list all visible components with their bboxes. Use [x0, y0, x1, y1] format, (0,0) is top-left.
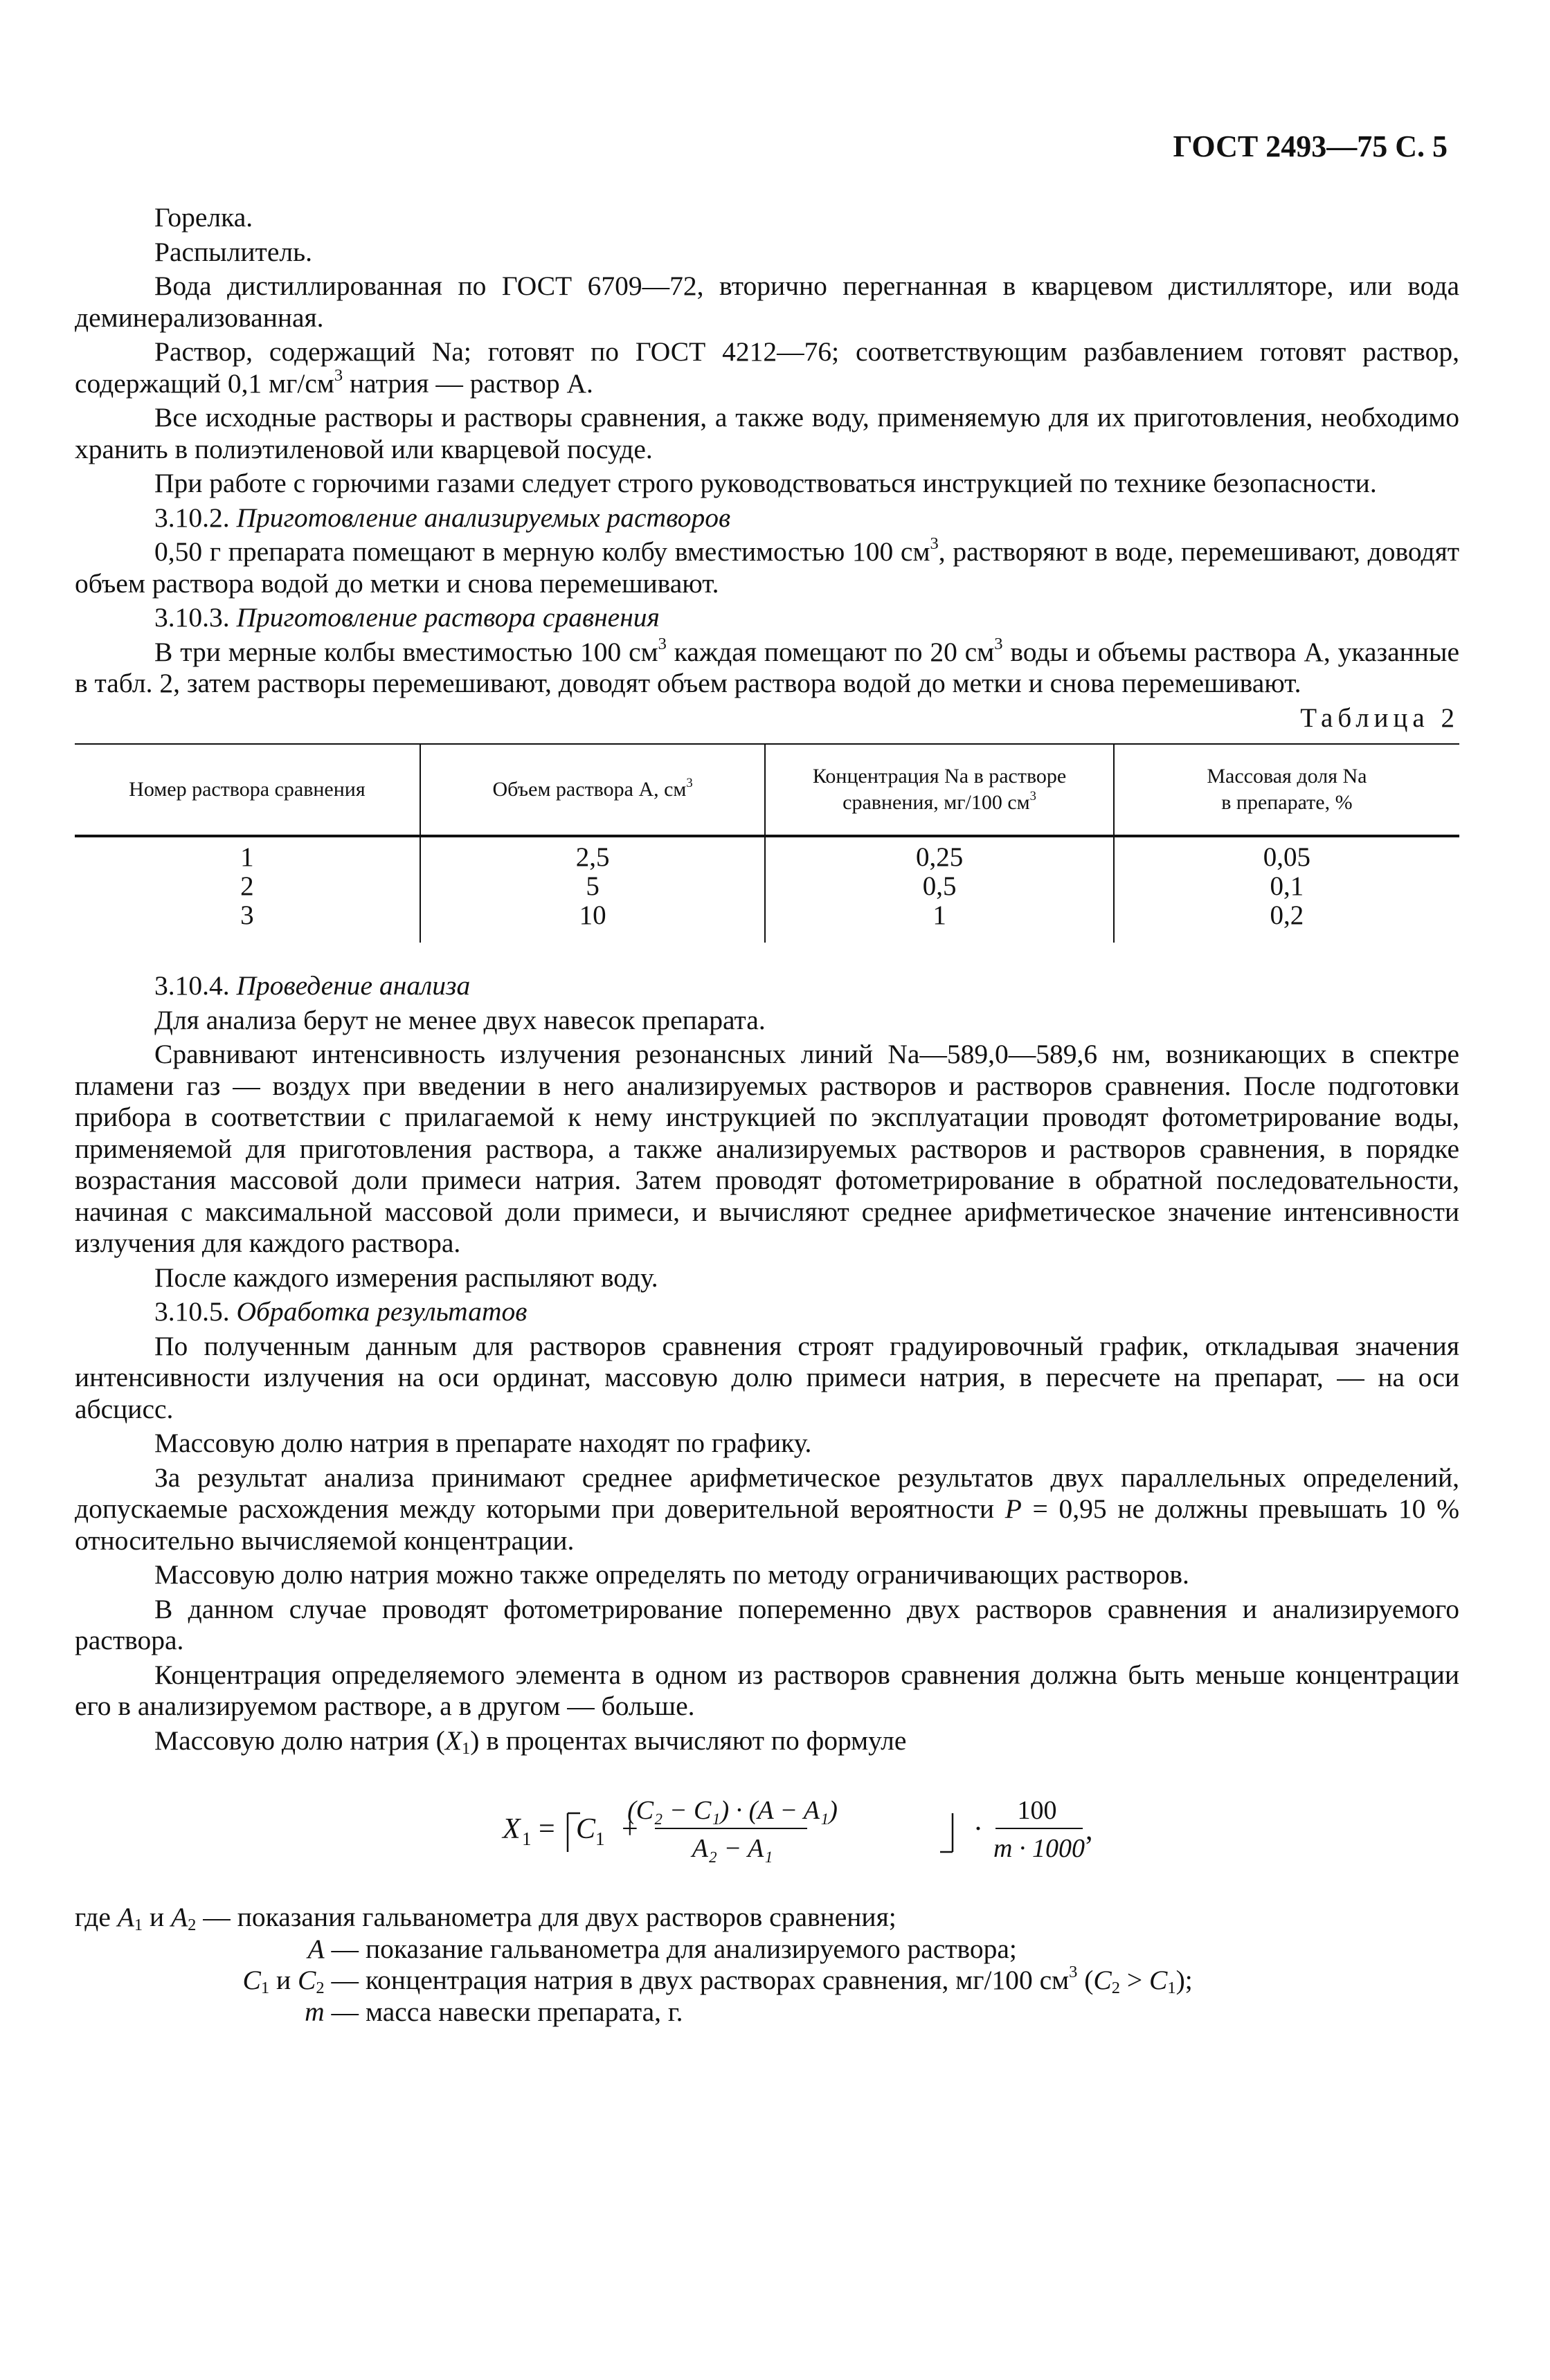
- text-span: C: [298, 1965, 316, 1995]
- superscript: 3: [1029, 788, 1036, 803]
- paragraph: При работе с горючими газами следует строго руководствоваться инструкцией по технике безопасности.: [154, 468, 1377, 498]
- paragraph: Массовую долю натрия можно также определять по методу ограничивающих растворов.: [154, 1559, 1189, 1590]
- subscript: 2: [1111, 1979, 1121, 1998]
- text-span: В три мерные колбы вместимостью 100 см: [154, 636, 658, 667]
- table-cell: 5: [420, 872, 765, 901]
- text-span: где: [75, 1902, 118, 1932]
- text-span: , растворяют в воде, перемешивают, доводят объем раствора водой до метки и снова перемешивают.: [75, 536, 1460, 599]
- section-number: 3.10.4.: [154, 970, 237, 1001]
- legend-row: [75, 1997, 1459, 2028]
- paragraph: После каждого измерения распыляют воду.: [154, 1262, 658, 1293]
- table-cell: 0,1: [1114, 872, 1459, 901]
- formula-dot: ·: [973, 1813, 983, 1845]
- header-cell: [765, 744, 1114, 836]
- page-header: ГОСТ 2493—75 С. 5: [1173, 129, 1448, 163]
- variable-x: X: [444, 1725, 462, 1756]
- paragraph: Массовую долю натрия в препарате находят по графику.: [154, 1428, 812, 1458]
- section-number: 3.10.2.: [154, 502, 237, 533]
- text-span: >: [1120, 1965, 1150, 1995]
- legend-where: [75, 1902, 1459, 2028]
- paragraph: Для анализа берут не менее двух навесок препарата.: [154, 1004, 766, 1035]
- superscript: 3: [334, 365, 343, 385]
- paragraph: [75, 536, 1459, 599]
- table-cell: 0,25: [765, 836, 1114, 872]
- formula-x1: [75, 1770, 1459, 1888]
- text-span: );: [1175, 1965, 1193, 1995]
- table-cell: 0,2: [1114, 901, 1459, 943]
- paragraph: Горелка.: [154, 202, 253, 233]
- text-span: ) в процентах вычисляют по формуле: [470, 1725, 907, 1756]
- legend-term: [75, 1997, 366, 2028]
- paragraph: Сравнивают интенсивность излучения резонансных линий Na—589,0—589,6 нм, возникающих в спектре пламени газ — воздух при введении в него анализируемых растворов и растворов сравнения. После подготовки прибора в соответствии с прилагаемой к нему инструкцией по эксплуатации проводят фотометрирование воды, применяемой для приготовления раствора, а также анализируемых растворов и растворов сравнения, в порядке возрастания массовой доли примеси натрия. Затем проводят фотометрирование в обратной последовательности, начиная с максимальной массовой доли примеси, и вычисляют среднее арифметическое значение интенсивности излучения для каждого раствора.: [75, 1039, 1459, 1258]
- text-span: сравнения, мг/100 см: [842, 791, 1030, 814]
- text-span: и: [269, 1965, 298, 1995]
- text-span: каждая помещают по 20 см: [666, 636, 995, 667]
- paragraph: Все исходные растворы и растворы сравнения, а также воду, применяемую для их приготовления, необходимо хранить в полиэтиленовой или кварцевой посуде.: [75, 402, 1459, 464]
- legend-definition: масса навески препарата, г.: [366, 1996, 683, 2027]
- paragraph: [75, 1725, 1459, 1757]
- text-span: Раствор, содержащий Na; готовят по ГОСТ 4212—76; соответствующим разбавлением готовят раствор, содержащий 0,1 мг/см: [75, 336, 1459, 399]
- formula-c1: C: [576, 1813, 596, 1845]
- right-bracket-icon: [940, 1813, 953, 1852]
- paragraph: [75, 1462, 1459, 1557]
- section-number: 3.10.5.: [154, 1296, 237, 1327]
- formula-graphic: [75, 1770, 1459, 1888]
- formula-lhs-x: X: [503, 1813, 521, 1845]
- paragraph: Распылитель.: [154, 236, 312, 267]
- subscript: 1: [134, 1916, 143, 1935]
- superscript: 3: [1069, 1962, 1078, 1981]
- header-cell: [1114, 744, 1459, 836]
- text-span: m: [305, 1996, 325, 2027]
- paragraph: Концентрация определяемого элемента в одном из растворов сравнения должна быть меньше концентрации его в анализируемом растворе, а в другом — больше.: [75, 1659, 1459, 1721]
- paragraph: Вода дистиллированная по ГОСТ 6709—72, вторично перегнанная в кварцевом дистилляторе, или вода деминерализованная.: [75, 271, 1459, 333]
- subscript: 2: [316, 1979, 325, 1998]
- header-cell: Номер раствора сравнения: [75, 744, 420, 836]
- text-span: C: [1149, 1965, 1168, 1995]
- text-span: = 0,95 не должны превышать 10 % относительно вычисляемой концентрации.: [75, 1493, 1460, 1556]
- table-cell: 0,05: [1114, 836, 1459, 872]
- text-span: натрия — раствор А.: [343, 367, 593, 399]
- superscript: 3: [658, 634, 667, 653]
- legend-definition: показание гальванометра для анализируемого раствора;: [366, 1933, 1017, 1964]
- table-cell: 2: [240, 871, 254, 901]
- text-span: Концентрация Na в растворе: [812, 765, 1067, 788]
- formula-lhs-sub: 1: [522, 1828, 532, 1849]
- legend-definition: показания гальванометра для двух растворов сравнения;: [237, 1902, 896, 1932]
- table-caption: Таблица 2: [1300, 702, 1459, 733]
- text-span: 0,50 г препарата помещают в мерную колбу вместимостью 100 см: [154, 536, 930, 567]
- legend-definition: [366, 1962, 1459, 1998]
- legend-term: [75, 1965, 366, 1997]
- section-heading-3-10-4: [75, 970, 1459, 1002]
- superscript: 3: [930, 534, 939, 553]
- table-cell: 0,5: [765, 872, 1114, 901]
- formula-c1-sub: 1: [595, 1828, 605, 1849]
- section-title: Приготовление раствора сравнения: [236, 602, 660, 633]
- subscript: 1: [1167, 1979, 1176, 1998]
- text-span: A: [307, 1933, 325, 1964]
- section-heading-3-10-2: [75, 502, 1459, 534]
- formula-numerator: (C₂ − C₁) · (A − A₁): [627, 1796, 838, 1825]
- text-span: —: [196, 1902, 231, 1932]
- table-cell: 1: [240, 842, 254, 872]
- table-cell: 2,5: [420, 836, 765, 872]
- subscript: 1: [461, 1738, 471, 1758]
- section-heading-3-10-5: [75, 1296, 1459, 1328]
- legend-row: [75, 1934, 1459, 1965]
- text-span: A: [117, 1902, 134, 1932]
- table-cell: 3: [240, 900, 254, 930]
- legend-term: [75, 1902, 237, 1934]
- legend-row: [75, 1902, 1459, 1934]
- section-title: Обработка результатов: [236, 1296, 528, 1327]
- text-span: —: [324, 1965, 359, 1995]
- section-number: 3.10.3.: [154, 602, 237, 633]
- paragraph: [75, 336, 1459, 399]
- text-span: и: [143, 1902, 172, 1932]
- text-span: Массовая доля Na: [1207, 765, 1367, 788]
- text-span: C: [1093, 1965, 1112, 1995]
- variable-p: P: [1004, 1493, 1022, 1524]
- text-span: в препарате, %: [1221, 791, 1353, 814]
- paragraph: В данном случае проводят фотометрирование попеременно двух растворов сравнения и анализируемого раствора.: [75, 1593, 1459, 1655]
- table-cell: 10: [420, 901, 765, 943]
- text-span: Объем раствора А, см: [492, 778, 687, 801]
- text-span: За результат анализа принимают среднее арифметическое результатов двух параллельных определений, допускаемые расхождения между которыми при доверительной вероятности: [75, 1462, 1459, 1524]
- text-span: C: [242, 1965, 261, 1995]
- formula-denominator-2: m · 1000: [993, 1834, 1085, 1863]
- section-title: Проведение анализа: [236, 970, 471, 1001]
- table-row: [75, 872, 1459, 901]
- table-row: [75, 901, 1459, 943]
- legend-term: [75, 1934, 366, 1965]
- legend-row: [75, 1962, 1459, 1998]
- section-heading-3-10-3: [75, 602, 1459, 634]
- text-span: —: [324, 1996, 359, 2027]
- text-span: (: [1077, 1965, 1094, 1995]
- superscript: 3: [686, 775, 693, 790]
- text-span: воды и объемы раствора А, указанные в табл. 2, затем растворы перемешивают, доводят объем раствора водой до метки и снова перемешивают.: [75, 636, 1460, 698]
- text-span: —: [324, 1933, 359, 1964]
- formula-comma: ,: [1085, 1815, 1093, 1846]
- subscript: 2: [188, 1916, 197, 1935]
- formula-plus: +: [622, 1813, 638, 1845]
- table-2: [75, 743, 1459, 943]
- table-header-row: [75, 744, 1459, 836]
- text-span: концентрация натрия в двух растворах сравнения, мг/100 см: [366, 1965, 1070, 1995]
- formula-denominator: A₂ − A₁: [692, 1834, 773, 1863]
- formula-numerator-2: 100: [1017, 1796, 1057, 1825]
- body-text: [75, 202, 1459, 2028]
- text-span: A: [171, 1902, 188, 1932]
- table-cell: 1: [765, 901, 1114, 943]
- table-row: [75, 836, 1459, 872]
- subscript: 1: [260, 1979, 270, 1998]
- section-title: Приготовление анализируемых растворов: [236, 502, 731, 533]
- paragraph: [75, 634, 1460, 700]
- header-cell: [420, 744, 765, 836]
- superscript: 3: [994, 634, 1003, 653]
- paragraph: По полученным данным для растворов сравнения строят градуировочный график, откладывая значения интенсивности излучения на оси ординат, массовую долю примеси натрия, в пересчете на препарат, — на оси абсцисс.: [75, 1330, 1459, 1424]
- formula-equals: =: [539, 1813, 555, 1845]
- text-span: Массовую долю натрия (: [154, 1725, 445, 1756]
